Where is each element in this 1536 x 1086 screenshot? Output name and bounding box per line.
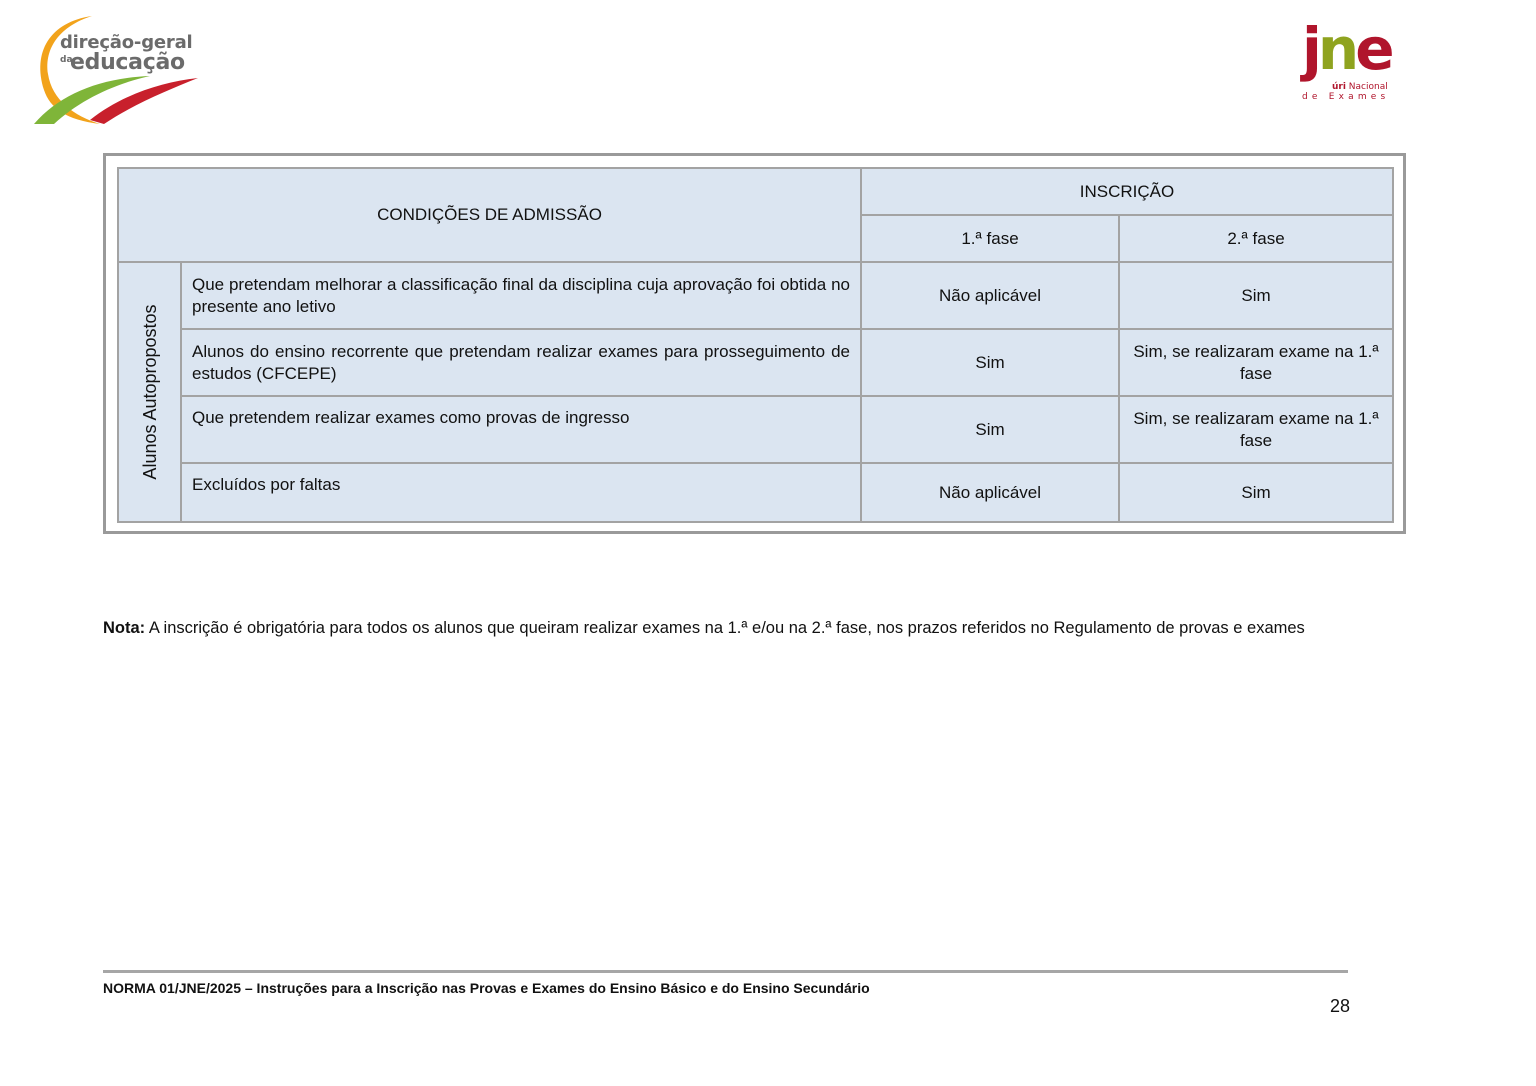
jne-logo-e: e <box>1355 15 1391 83</box>
note-label: Nota: <box>103 619 146 637</box>
footer-title: NORMA 01/JNE/2025 – Instruções para a Inscrição nas Provas e Exames do Ensino Básico e do Ensino Secundário <box>103 980 870 996</box>
fase2-cell: Sim, se realizaram exame na 1.ª fase <box>1119 329 1393 396</box>
dge-logo-line2: educação <box>70 50 185 75</box>
jne-logo-sub-rest: Nacional <box>1345 82 1388 92</box>
jne-logo-n: n <box>1317 15 1356 83</box>
dge-logo <box>30 12 210 130</box>
table-row <box>118 463 1393 522</box>
table-header-row <box>118 168 1393 215</box>
jne-logo-subtitle <box>1332 82 1388 92</box>
header-fase2: 2.ª fase <box>1119 215 1393 262</box>
header-conditions: CONDIÇÕES DE ADMISSÃO <box>118 168 861 262</box>
jne-logo-subtitle2: de Exames <box>1302 92 1390 102</box>
group-label-cell <box>118 262 181 522</box>
jne-logo <box>1298 15 1391 104</box>
note-text: A inscrição é obrigatória para todos os alunos que queiram realizar exames na 1.ª e/ou na 2.ª fase, nos prazos referidos no Regulamento de provas e exames <box>145 619 1305 637</box>
note-paragraph <box>103 618 1305 638</box>
header-fase1: 1.ª fase <box>861 215 1119 262</box>
jne-logo-j: j <box>1302 15 1318 83</box>
fase1-cell: Não aplicável <box>861 262 1119 329</box>
jne-logo-sub-bold: úri <box>1332 82 1346 92</box>
dge-logo-da: da <box>60 55 73 65</box>
jne-logo-word <box>1302 15 1391 83</box>
fase1-cell: Não aplicável <box>861 463 1119 522</box>
fase2-cell: Sim <box>1119 262 1393 329</box>
condition-cell: Alunos do ensino recorrente que pretendam realizar exames para prosseguimento de estudos (CFCEPE) <box>181 329 861 396</box>
page-number: 28 <box>1330 996 1351 1016</box>
condition-cell: Excluídos por faltas <box>181 463 861 522</box>
fase1-cell: Sim <box>861 329 1119 396</box>
fase2-cell: Sim <box>1119 463 1393 522</box>
group-label: Alunos Autopropostos <box>139 304 160 480</box>
condition-cell: Que pretendem realizar exames como provas de ingresso <box>181 396 861 463</box>
table-row <box>118 329 1393 396</box>
admission-table <box>117 167 1394 523</box>
table-row <box>118 262 1393 329</box>
dge-logo-line1: direção-geral <box>60 32 193 53</box>
fase1-cell: Sim <box>861 396 1119 463</box>
header-inscricao: INSCRIÇÃO <box>861 168 1393 215</box>
footer-divider <box>103 970 1348 973</box>
condition-cell: Que pretendam melhorar a classificação final da disciplina cuja aprovação foi obtida no presente ano letivo <box>181 262 861 329</box>
table-row <box>118 396 1393 463</box>
fase2-cell: Sim, se realizaram exame na 1.ª fase <box>1119 396 1393 463</box>
